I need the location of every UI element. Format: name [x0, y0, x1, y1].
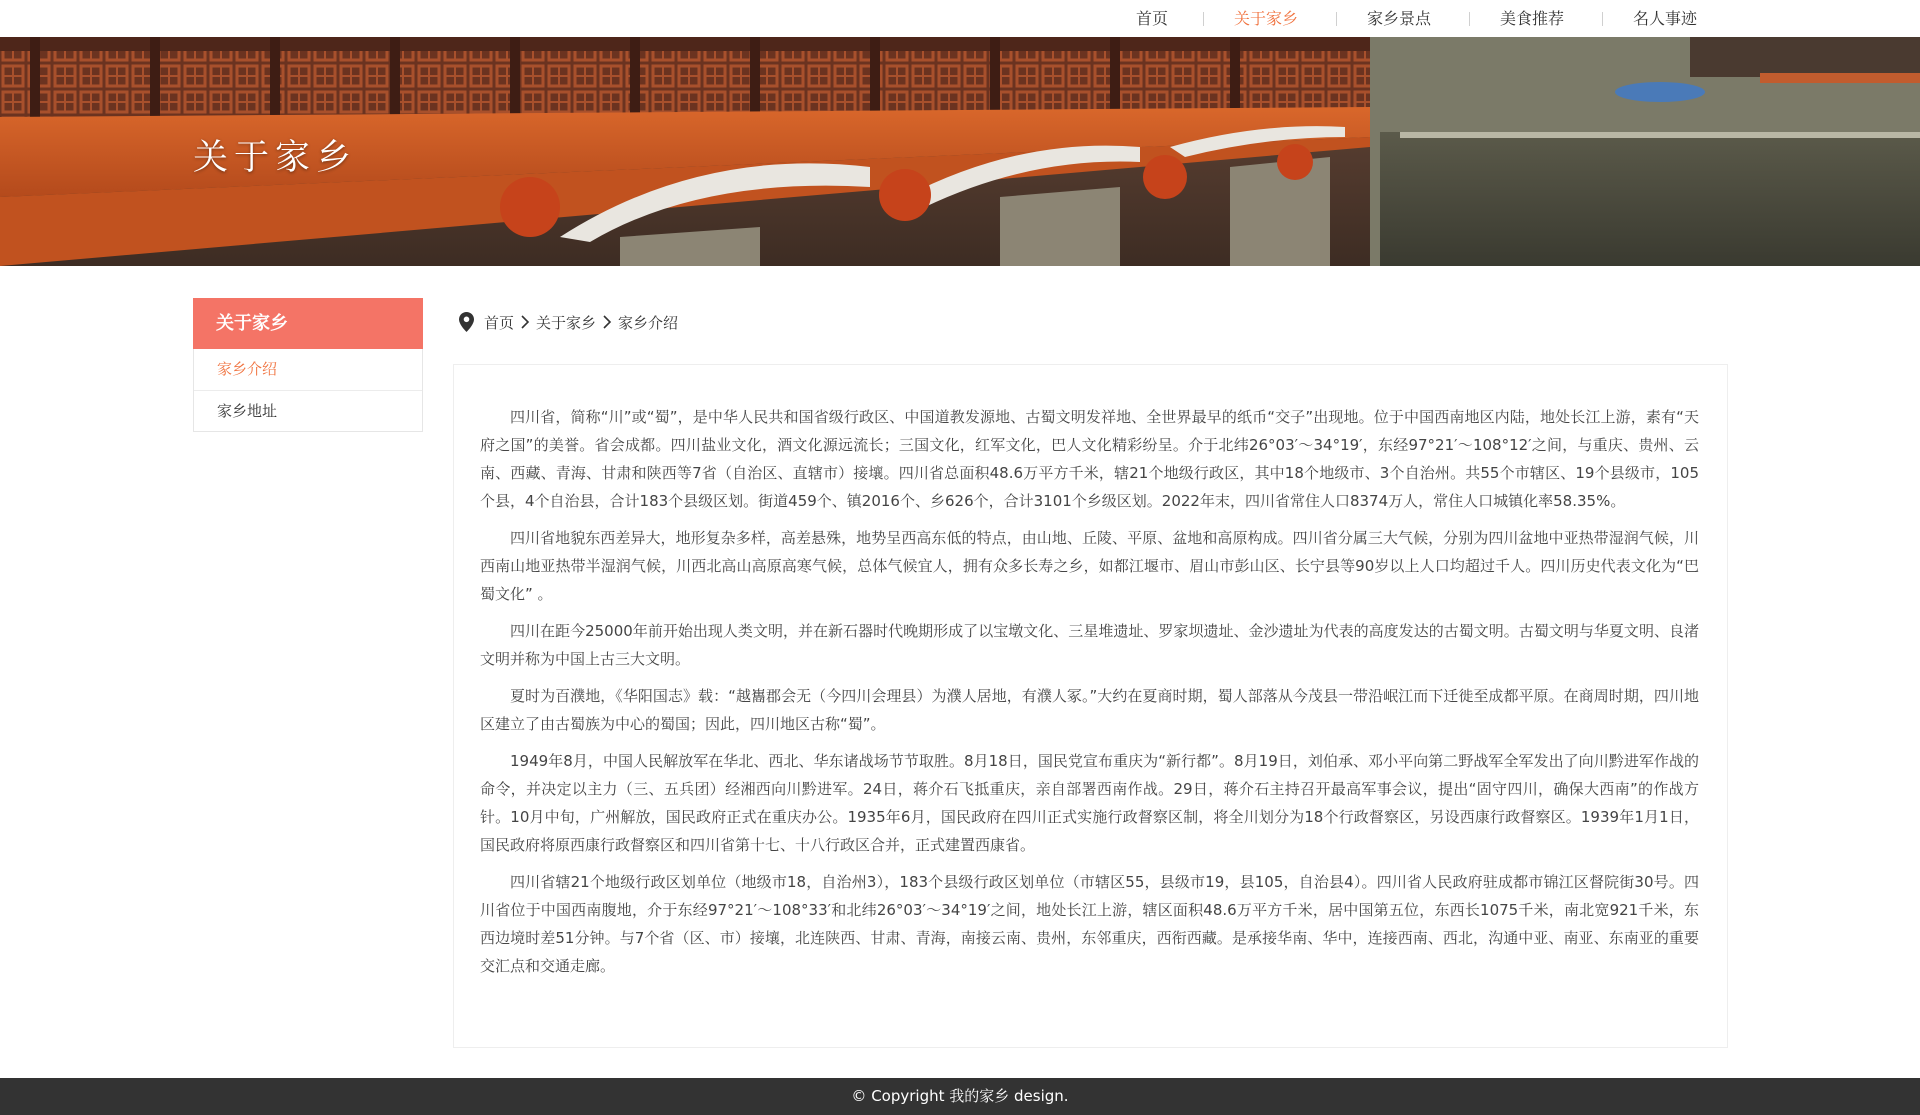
article-paragraph: 四川省地貌东西差异大，地形复杂多样，高差悬殊，地势呈西高东低的特点，由山地、丘陵、平原、盆地和高原构成。四川省分属三大气候，分别为四川盆地中亚热带湿润气候，川西南山地亚热带半湿润气候，川西北高山高原高寒气候，总体气候宜人，拥有众多长寿之乡，如都江堰市、眉山市彭山区、长宁县等90岁以上人口均超过千人。四川历史代表文化为“巴蜀文化” 。	[480, 529, 1699, 603]
top-nav	[0, 0, 1920, 37]
nav-divider	[1336, 12, 1337, 26]
article-paragraph: 1949年8月，中国人民解放军在华北、西北、华东诸战场节节取胜。8月18日，国民党宣布重庆为“新行都”。8月19日，刘伯承、邓小平向第二野战军全军发出了向川黔进军作战的命令，并决定以主力（三、五兵团）经湘西向川黔进军。24日，蒋介石飞抵重庆，亲自部署西南作战。29日，蒋介石主持召开最高军事会议，提出“固守四川，确保大西南”的作战方针。10月中旬，广州解放，国民政府正式在重庆办公。1935年6月，国民政府在四川正式实施行政督察区制，将全川划分为18个行政督察区，另设西康行政督察区。1939年1月1日，国民政府将原西康行政督察区和四川省第十七、十八行政区合并，正式建置西康省。	[480, 752, 1699, 854]
banner-title: 关于家乡	[193, 138, 358, 178]
breadcrumb	[459, 309, 678, 335]
nav-item-attractions[interactable]: 家乡景点	[1366, 9, 1431, 28]
nav-item-home[interactable]: 首页	[1135, 9, 1168, 28]
chevron-right-icon	[596, 309, 618, 335]
sidebar-menu	[193, 349, 423, 432]
nav-item-celebrities[interactable]: 名人事迹	[1632, 9, 1697, 28]
nav-divider	[1602, 12, 1603, 26]
article-content	[453, 364, 1728, 1048]
location-pin-icon	[459, 312, 474, 332]
breadcrumb-current: 家乡介绍	[618, 313, 679, 332]
hero-banner	[0, 37, 1920, 266]
article-paragraph: 四川省，简称“川”或“蜀”，是中华人民共和国省级行政区、中国道教发源地、古蜀文明发祥地、全世界最早的纸币“交子”出现地。位于中国西南地区内陆，地处长江上游，素有“天府之国”的美誉。省会成都。四川盐业文化，酒文化源远流长；三国文化，红军文化，巴人文化精彩纷呈。介于北纬26°03′～34°19′，东经97°21′～108°12′之间，与重庆、贵州、云南、西藏、青海、甘肃和陕西等7省（自治区、直辖市）接壤。四川省总面积48.6万平方千米，辖21个地级行政区，其中18个地级市、3个自治州。共55个市辖区、19个县级市，105个县，4个自治县，合计183个县级区划。街道459个、镇2016个、乡626个，合计3101个乡级区划。2022年末，四川省常住人口8374万人，常住人口城镇化率58.35%。	[480, 408, 1699, 510]
sidebar-heading: 关于家乡	[193, 298, 423, 349]
nav-divider	[1203, 12, 1204, 26]
nav-divider	[1469, 12, 1470, 26]
nav-item-food[interactable]: 美食推荐	[1499, 9, 1564, 28]
breadcrumb-home[interactable]: 首页	[484, 313, 515, 332]
nav-item-about[interactable]: 关于家乡	[1233, 9, 1298, 28]
footer-copyright: © Copyright 我的家乡 design.	[0, 1078, 1920, 1115]
article-paragraph: 四川省辖21个地级行政区划单位（地级市18，自治州3），183个县级行政区划单位（市辖区55，县级市19，县105，自治县4）。四川省人民政府驻成都市锦江区督院街30号。四川省位于中国西南腹地，介于东经97°21′～108°33′和北纬26°03′～34°19′之间，地处长江上游，辖区面积48.6万平方千米，居中国第五位，东西长1075千米，南北宽921千米，东西边境时差51分钟。与7个省（区、市）接壤，北连陕西、甘肃、青海，南接云南、贵州，东邻重庆，西衔西藏。是承接华南、华中，连接西南、西北，沟通中亚、南亚、东南亚的重要交汇点和交通走廊。	[480, 873, 1699, 975]
chevron-right-icon	[514, 309, 536, 335]
breadcrumb-about[interactable]: 关于家乡	[536, 313, 597, 332]
article-paragraph: 夏时为百濮地，《华阳国志》载：“越巂郡会无（今四川会理县）为濮人居地，有濮人冢。”大约在夏商时期，蜀人部落从今茂县一带沿岷江而下迁徙至成都平原。在商周时期，四川地区建立了由古蜀族为中心的蜀国；因此，四川地区古称“蜀”。	[480, 687, 1699, 733]
sidebar-item-address[interactable]: 家乡地址	[194, 390, 422, 431]
sidebar-item-intro[interactable]: 家乡介绍	[217, 360, 278, 378]
article-paragraph: 四川在距今25000年前开始出现人类文明，并在新石器时代晚期形成了以宝墩文化、三星堆遗址、罗家坝遗址、金沙遗址为代表的高度发达的古蜀文明。古蜀文明与华夏文明、良渚文明并称为中国上古三大文明。	[480, 622, 1699, 668]
